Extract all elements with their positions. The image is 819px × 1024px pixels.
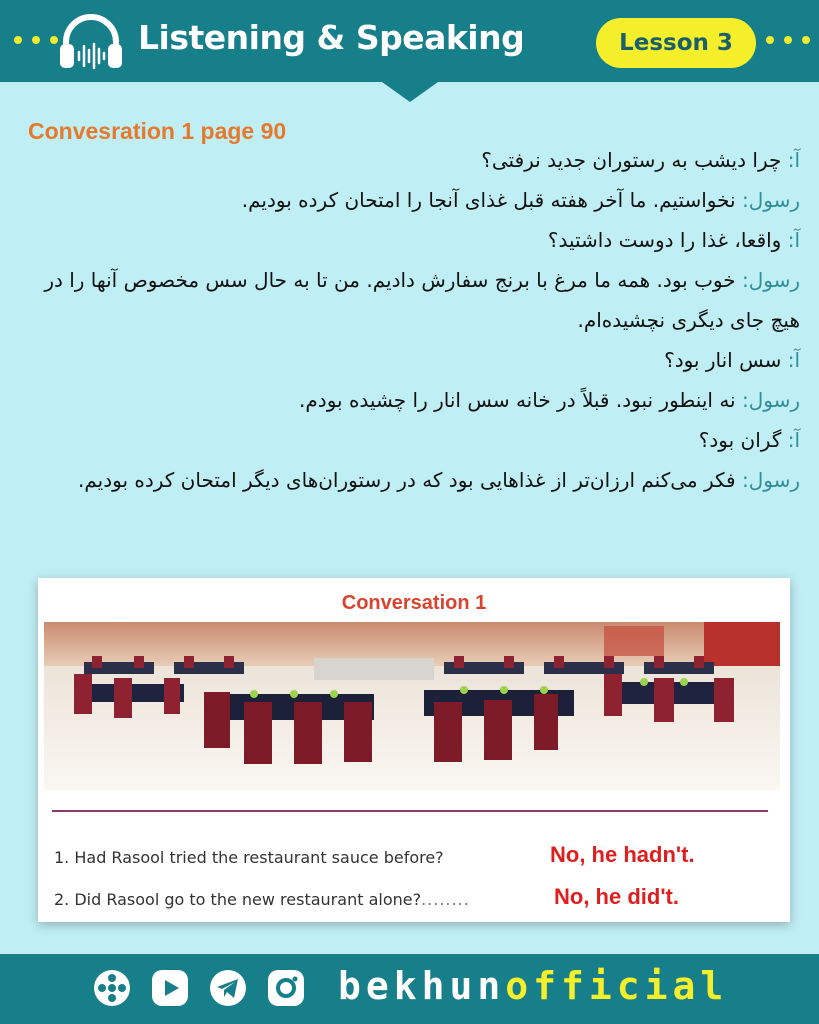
question-1 bbox=[54, 848, 444, 867]
answer-1: No, he hadn't. bbox=[550, 842, 695, 867]
card-divider bbox=[52, 810, 768, 812]
speaker-label: آ: bbox=[787, 228, 800, 252]
dialogue-text: نخواستیم. ما آخر هفته قبل غذای آنجا را امتحان کرده بودیم. bbox=[241, 188, 742, 212]
dialogue-text bbox=[18, 140, 800, 500]
instagram-icon[interactable] bbox=[266, 968, 306, 1008]
youtube-icon[interactable] bbox=[150, 968, 190, 1008]
brand-part-1: bekhun bbox=[338, 964, 506, 1008]
page-title: Listening & Speaking bbox=[138, 18, 525, 57]
question-2 bbox=[54, 890, 470, 909]
telegram-icon[interactable] bbox=[208, 968, 248, 1008]
brand-name bbox=[338, 964, 728, 1008]
textbook-card bbox=[38, 578, 790, 922]
film-reel-icon[interactable] bbox=[92, 968, 132, 1008]
brand-part-2: official bbox=[505, 964, 729, 1008]
conversation-reference: Convesration 1 page 90 bbox=[28, 118, 287, 144]
question-text: 1. Had Rasool tried the restaurant sauce before? bbox=[54, 848, 444, 867]
header-notch bbox=[382, 82, 438, 102]
speaker-label: آ: bbox=[787, 348, 800, 372]
header-dots-left bbox=[14, 36, 58, 44]
speaker-label: رسول: bbox=[741, 388, 800, 412]
headphones-icon bbox=[58, 14, 124, 70]
dialogue-text: نه اینطور نبود. قبلاً در خانه سس انار را چشیده بودم. bbox=[299, 388, 742, 412]
dialogue-text: گران بود؟ bbox=[698, 428, 788, 452]
speaker-label: رسول: bbox=[741, 188, 800, 212]
header-dots-right bbox=[766, 36, 810, 44]
dialogue-text: واقعا، غذا را دوست داشتید؟ bbox=[547, 228, 788, 252]
dialogue-line bbox=[18, 460, 800, 500]
card-title: Conversation 1 bbox=[341, 592, 487, 614]
dialogue-line bbox=[18, 220, 800, 260]
dialogue-line bbox=[18, 340, 800, 380]
answer-dots: ........ bbox=[421, 890, 470, 909]
dialogue-line bbox=[18, 420, 800, 460]
speaker-label: رسول: bbox=[741, 268, 800, 292]
speaker-label: آ: bbox=[787, 148, 800, 172]
dialogue-text: فکر می‌کنم ارزان‌تر از غذاهایی بود که در رستوران‌های دیگر امتحان کرده بودیم. bbox=[77, 468, 742, 492]
dialogue-line bbox=[18, 380, 800, 420]
speaker-label: آ: bbox=[787, 428, 800, 452]
question-text: 2. Did Rasool go to the new restaurant alone? bbox=[54, 890, 422, 909]
speaker-label: رسول: bbox=[741, 468, 800, 492]
dialogue-line bbox=[18, 260, 800, 340]
lesson-badge: Lesson 3 bbox=[596, 18, 756, 68]
dialogue-line bbox=[18, 180, 800, 220]
dialogue-text: سس انار بود؟ bbox=[664, 348, 788, 372]
dialogue-text: خوب بود. همه ما مرغ با برنج سفارش دادیم. من تا به حال سس مخصوص آنها را در هیچ جای دیگری نچشیده‌ام. bbox=[44, 268, 800, 332]
answer-2: No, he did't. bbox=[554, 884, 679, 909]
dialogue-text: چرا دیشب به رستوران جدید نرفتی؟ bbox=[481, 148, 788, 172]
restaurant-photo bbox=[44, 622, 780, 790]
dialogue-line bbox=[18, 140, 800, 180]
